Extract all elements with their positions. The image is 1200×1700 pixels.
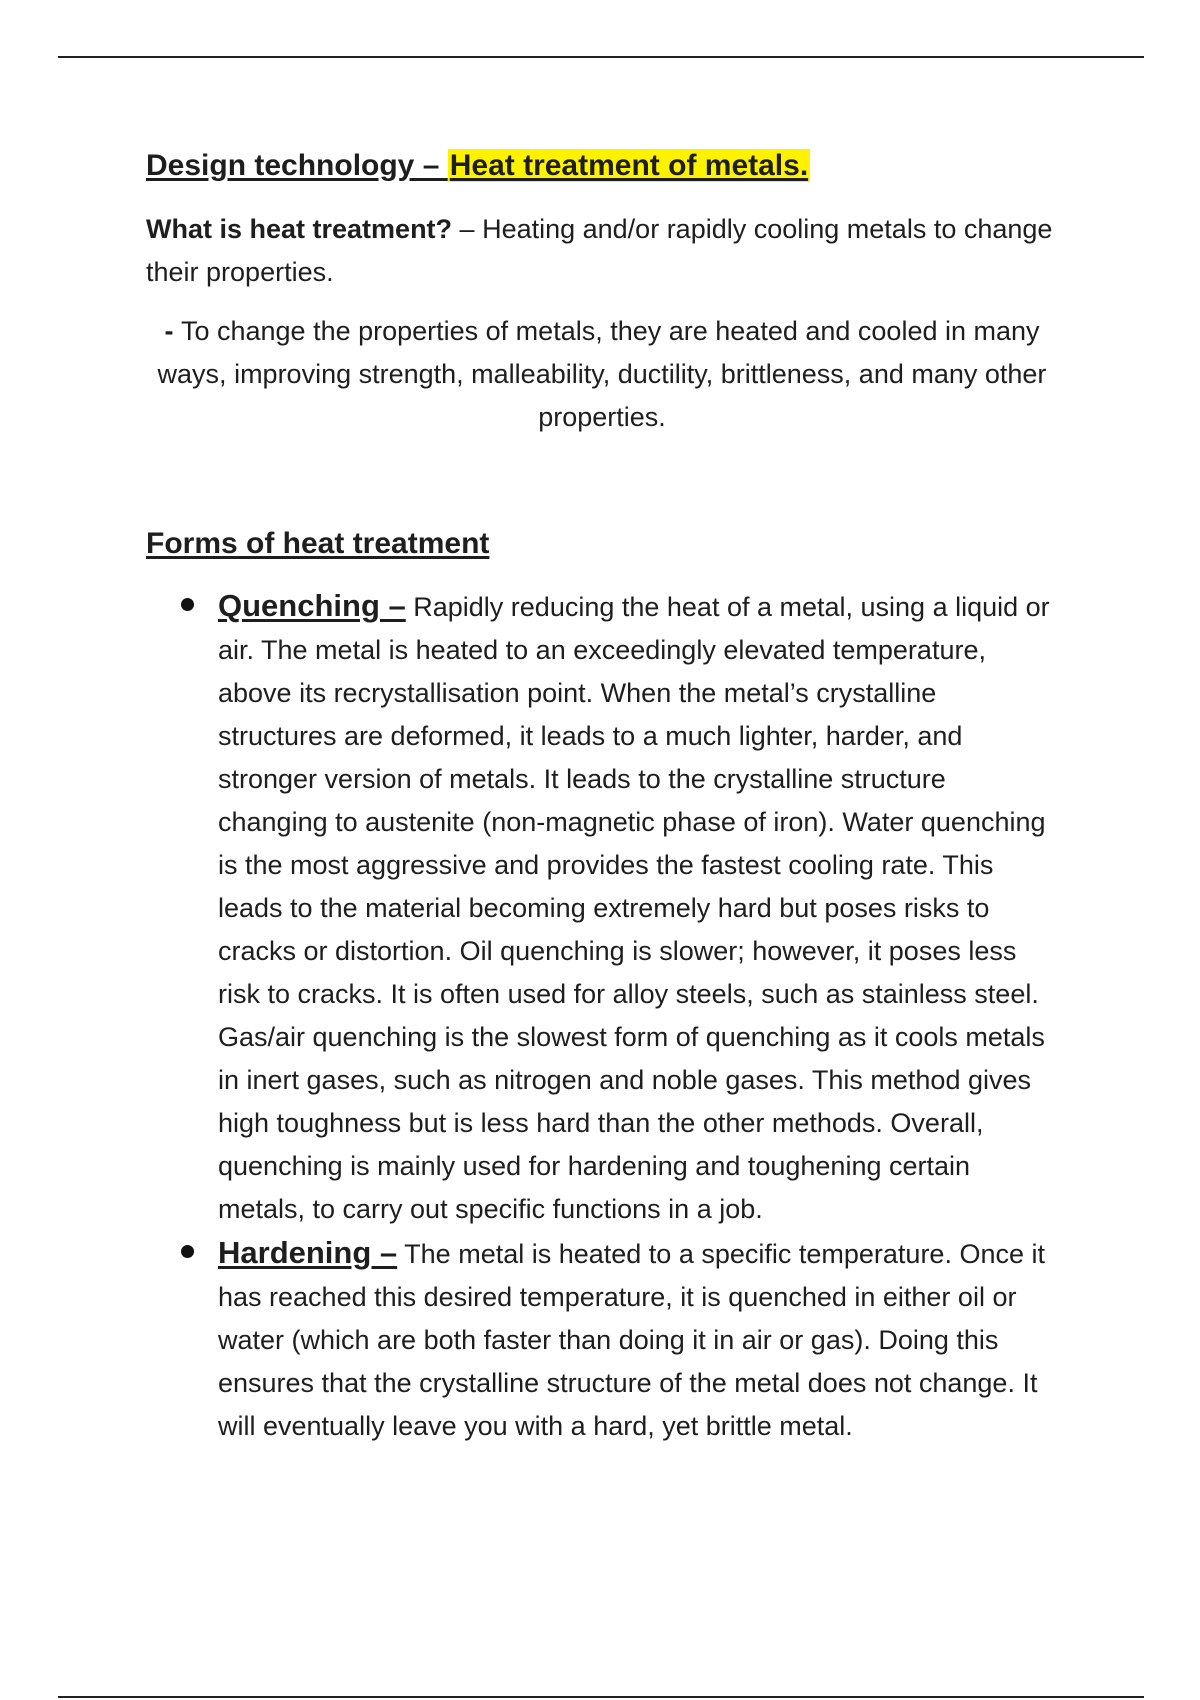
intro-answer: – Heating and/or rapidly cooling metals to change their properties. <box>146 214 1053 287</box>
list-item-hardening <box>218 1231 1058 1448</box>
list-item-quenching <box>218 584 1058 1231</box>
page-title <box>146 146 1058 186</box>
section-title: Forms of heat treatment <box>146 527 490 560</box>
heat-treatment-list <box>146 584 1058 1448</box>
centered-dash: - <box>164 316 181 346</box>
bullet-icon <box>181 598 194 611</box>
list-item-text: Rapidly reducing the heat of a metal, using a liquid or air. The metal is heated to an exceedingly elevated temperature, above its recrystallisation point. When the metal’s crystalline structures are deformed, it leads to a much lighter, harder, and stronger version of metals. It leads to the crystalline structure changing to austenite (non-magnetic phase of iron). Water quenching is the most aggressive and provides the fastest cooling rate. This leads to the material becoming extremely hard but poses risks to cracks or distortion. Oil quenching is slower; however, it poses less risk to cracks. It is often used for alloy steels, such as stainless steel. Gas/air quenching is the slowest form of quenching as it cools metals in inert gases, such as nitrogen and noble gases. This method gives high toughness but is less hard than the other methods. Overall, quenching is mainly used for hardening and toughening certain metals, to carry out specific functions in a job. <box>218 592 1050 1224</box>
bullet-icon <box>181 1245 194 1258</box>
page-title-highlight: Heat treatment of metals. <box>449 149 809 182</box>
document-body <box>146 146 1058 1448</box>
page-bottom-rule <box>58 1696 1144 1698</box>
page-top-rule <box>58 56 1144 58</box>
intro-paragraph <box>146 208 1058 294</box>
page-title-prefix: Design technology – <box>146 149 448 182</box>
centered-paragraph <box>146 310 1058 439</box>
intro-question: What is heat treatment? <box>146 214 453 244</box>
list-item-text: The metal is heated to a specific temperature. Once it has reached this desired temperature, it is quenched in either oil or water (which are both faster than doing it in air or gas). Doing this ensures that the crystalline structure of the metal does not change. It will eventually leave you with a hard, yet brittle metal. <box>218 1239 1045 1441</box>
centered-text: To change the properties of metals, they are heated and cooled in many ways, improving strength, malleability, ductility, brittleness, and many other properties. <box>157 316 1047 432</box>
list-item-term: Hardening – <box>218 1235 398 1270</box>
list-item-term: Quenching – <box>218 588 406 623</box>
